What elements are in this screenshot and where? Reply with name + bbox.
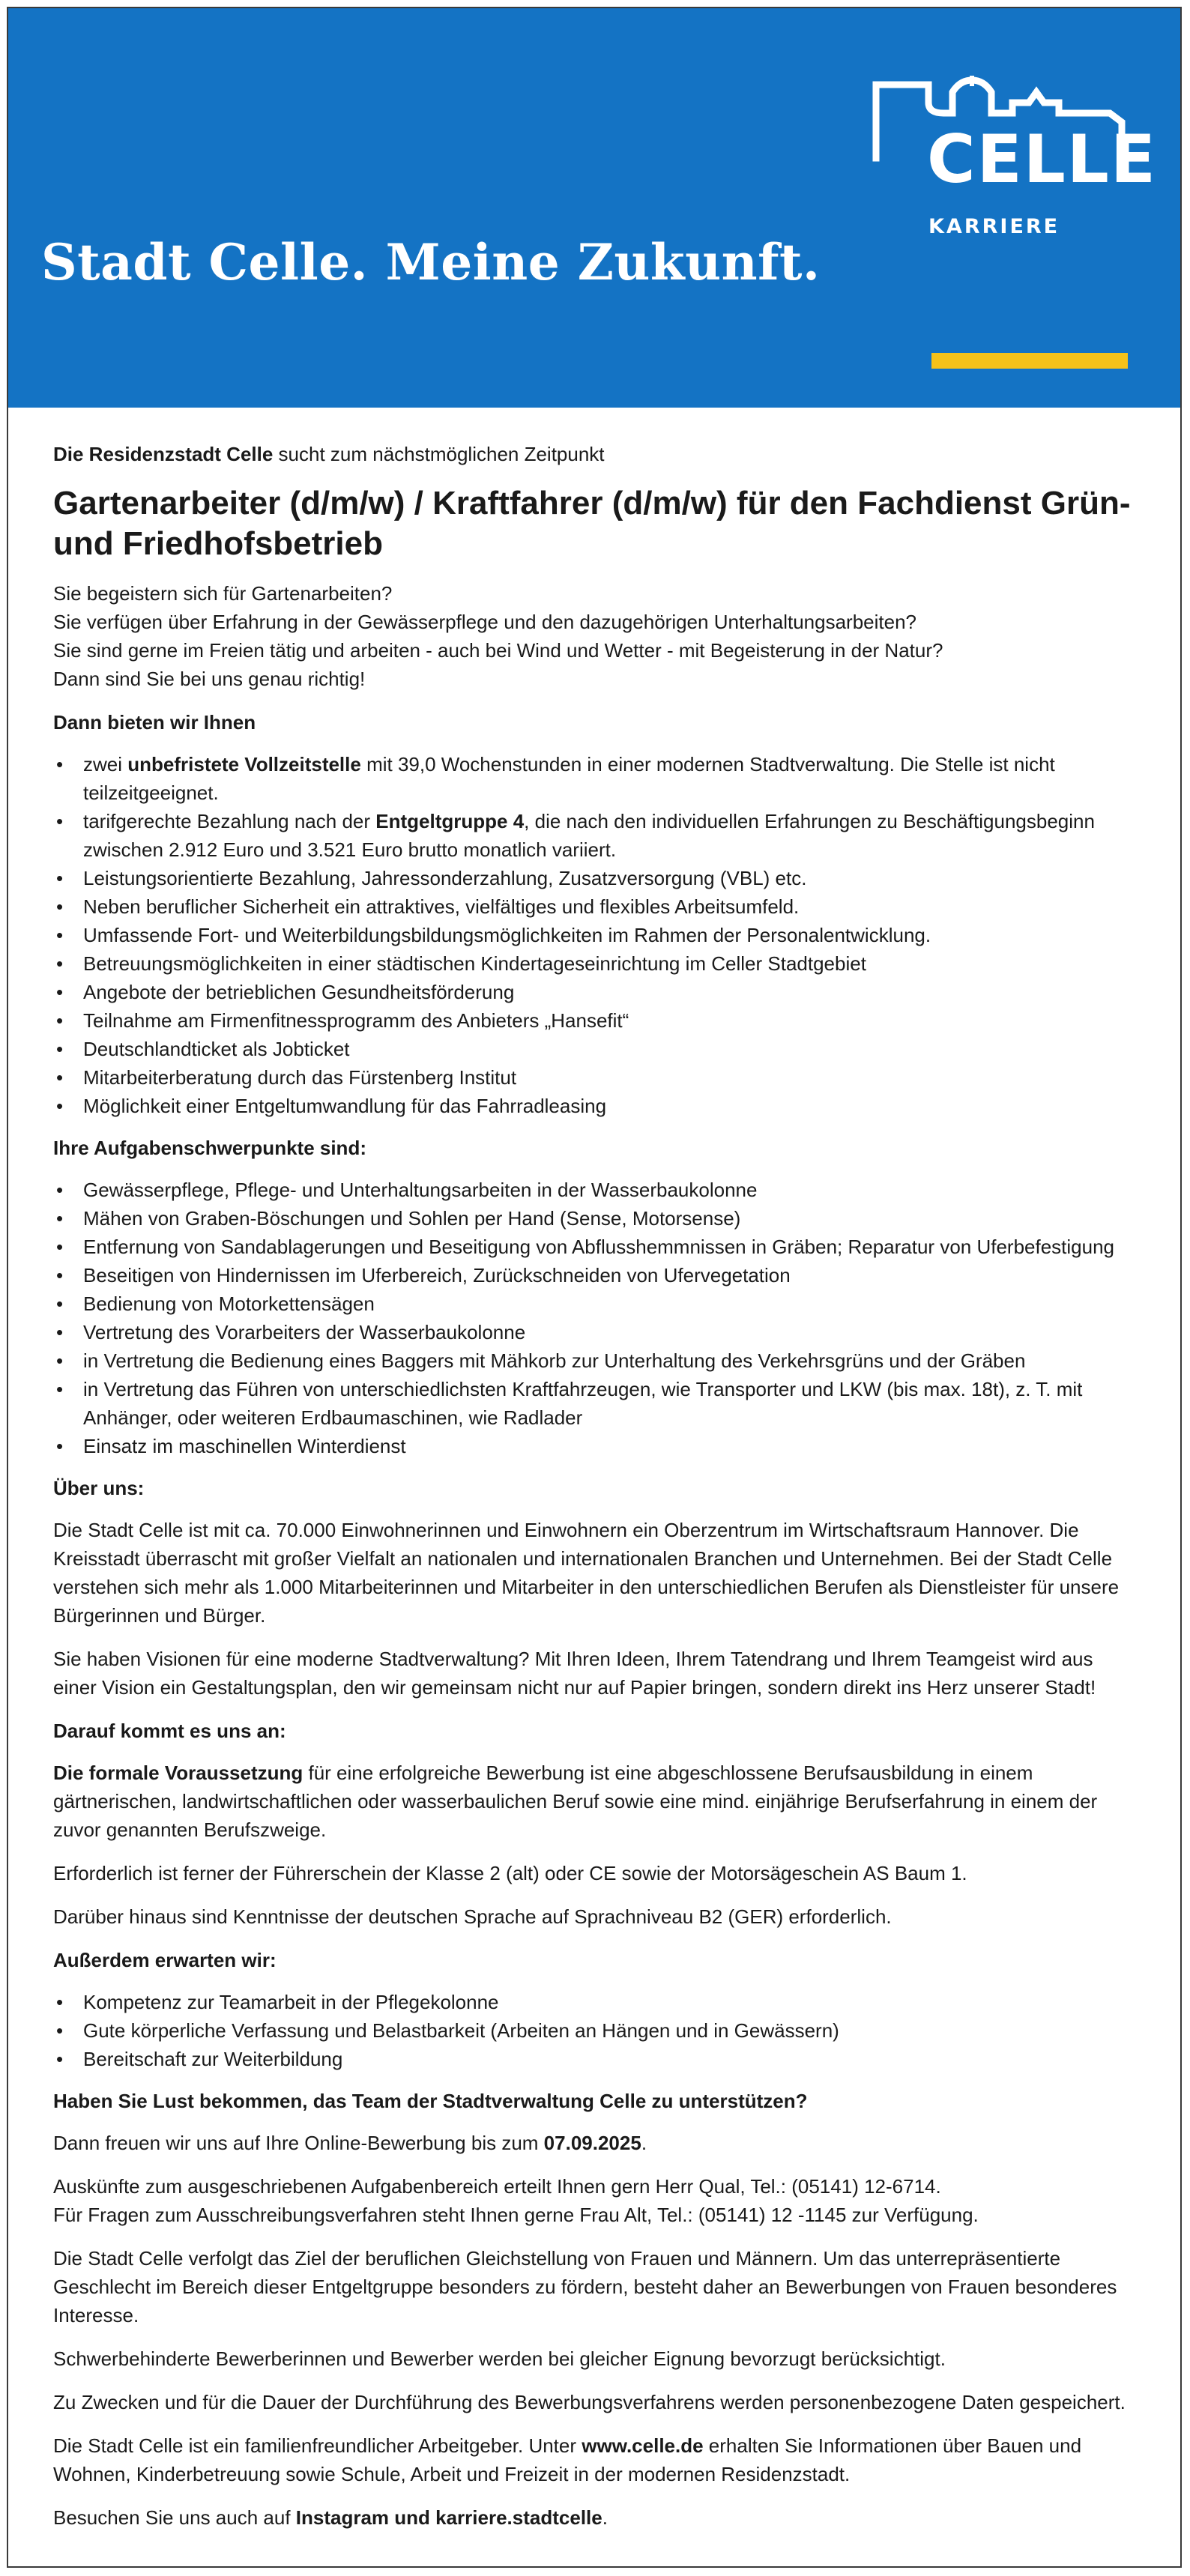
intro-question: Dann sind Sie bei uns genau richtig!	[53, 668, 366, 690]
list-item: • Mähen von Graben-Böschungen und Sohlen per Hand (Sense, Motorsense)	[53, 1204, 1140, 1233]
list-item: • Mitarbeiterberatung durch das Fürstenberg Institut	[53, 1063, 1140, 1092]
list-item-emphasis: unbefristete Vollzeitstelle	[127, 753, 361, 775]
expect-list	[53, 1988, 1140, 2073]
intro-question: Sie verfügen über Erfahrung in der Gewässerpflege und den dazugehörigen Unterhaltungsarbeiten?	[53, 611, 916, 633]
list-item: • Bereitschaft zur Weiterbildung	[53, 2045, 1140, 2073]
list-item: • Vertretung des Vorarbeiters der Wasserbaukolonne	[53, 1318, 1140, 1346]
logo-subtitle: KARRIERE	[928, 215, 1060, 238]
list-item: • Betreuungsmöglichkeiten in einer städtischen Kindertageseinrichtung im Celler Stadtgebiet	[53, 949, 1140, 978]
list-item: • Umfassende Fort- und Weiterbildungsbildungsmöglichkeiten im Rahmen der Personalentwicklung.	[53, 921, 1140, 949]
list-item: • Entfernung von Sandablagerungen und Beseitigung von Abflusshemmnissen in Gräben; Reparatur von Uferbefestigung	[53, 1233, 1140, 1261]
job-title: Gartenarbeiter (d/m/w) / Kraftfahrer (d/m/w) für den Fachdienst Grün- und Friedhofsbetrieb	[53, 485, 1131, 562]
list-item: • Kompetenz zur Teamarbeit in der Pflegekolonne	[53, 1988, 1140, 2016]
requirements-heading: Darauf kommt es uns an:	[53, 1720, 286, 1742]
requirements-paragraph	[53, 1759, 1140, 1844]
apply-text-end: .	[641, 2132, 647, 2154]
intro-line	[53, 440, 1140, 468]
family-text-end: erhalten Sie Informationen über Bauen und Wohnen, Kinderbetreuung sowie Schule, Arbeit und Freizeit in der modernen Residenzstadt.	[53, 2434, 1082, 2485]
tasks-list	[53, 1176, 1140, 1460]
job-advertisement	[7, 7, 1182, 2568]
disability-paragraph: Schwerbehinderte Bewerberinnen und Bewerber werden bei gleicher Eignung bevorzugt berücksichtigt.	[53, 2347, 946, 2370]
apply-text: Dann freuen wir uns auf Ihre Online-Bewerbung bis zum	[53, 2132, 544, 2154]
contact-paragraph	[53, 2172, 1140, 2229]
intro-line-rest: sucht zum nächstmöglichen Zeitpunkt	[273, 443, 605, 465]
list-item: • Einsatz im maschinellen Winterdienst	[53, 1432, 1140, 1460]
list-item-text: zwei	[83, 753, 128, 775]
family-text: Die Stadt Celle ist ein familienfreundlicher Arbeitgeber. Unter	[53, 2434, 582, 2457]
privacy-paragraph: Zu Zwecken und für die Dauer der Durchführung des Bewerbungsverfahrens werden personenbezogene Daten gespeichert.	[53, 2391, 1126, 2413]
social-text: Besuchen Sie uns auch auf	[53, 2506, 296, 2529]
logo-wordmark: CELLE	[927, 121, 1157, 198]
list-item	[53, 750, 1140, 807]
requirements-text: für eine erfolgreiche Bewerbung ist eine abgeschlossene Berufsausbildung in einem gärtnerischen, landwirtschaftlichen oder wasserbaulichen Beruf sowie eine mind. einjährige Berufserfahrung in einem der zuvor genannten Berufszweige.	[53, 1762, 1098, 1841]
intro-question: Sie begeistern sich für Gartenarbeiten?	[53, 582, 393, 605]
about-heading: Über uns:	[53, 1477, 145, 1499]
list-item-emphasis: Entgeltgruppe 4	[375, 810, 525, 832]
slogan: Stadt Celle. Meine Zukunft.	[41, 233, 821, 291]
list-item: • Neben beruflicher Sicherheit ein attraktives, vielfältiges und flexibles Arbeitsumfeld.	[53, 892, 1140, 921]
list-item: • Angebote der betrieblichen Gesundheitsförderung	[53, 978, 1140, 1006]
list-item: • in Vertretung das Führen von unterschiedlichsten Kraftfahrzeugen, wie Transporter und LKW (bis max. 18t), z. T. mit Anhänger, oder weiteren Erdbaumaschinen, wie Radlader	[53, 1375, 1140, 1432]
list-item: • Gewässerpflege, Pflege- und Unterhaltungsarbeiten in der Wasserbaukolonne	[53, 1176, 1140, 1204]
equality-paragraph: Die Stadt Celle verfolgt das Ziel der beruflichen Gleichstellung von Frauen und Männern. Um das unterrepräsentierte Geschlecht im Bereich dieser Entgeltgruppe besonders zu fördern, besteht daher an Bewerbungen von Frauen besonderes Interesse.	[53, 2247, 1117, 2326]
ad-body	[53, 440, 1140, 2547]
expect-heading: Außerdem erwarten wir:	[53, 1949, 277, 1971]
list-item: • Leistungsorientierte Bezahlung, Jahressonderzahlung, Zusatzversorgung (VBL) etc.	[53, 864, 1140, 892]
intro-question: Sie sind gerne im Freien tätig und arbeiten - auch bei Wind und Wetter - mit Begeisterung in der Natur?	[53, 639, 943, 662]
family-paragraph	[53, 2431, 1140, 2488]
list-item: • Möglichkeit einer Entgeltumwandlung für das Fahrradleasing	[53, 1092, 1140, 1120]
list-item: • Deutschlandticket als Jobticket	[53, 1035, 1140, 1063]
social-paragraph	[53, 2503, 1140, 2532]
offer-list	[53, 750, 1140, 1120]
list-item: • Bedienung von Motorkettensägen	[53, 1289, 1140, 1318]
list-item: • Beseitigen von Hindernissen im Uferbereich, Zurückschneiden von Ufervegetation	[53, 1261, 1140, 1289]
apply-paragraph	[53, 2129, 1140, 2157]
about-paragraph: Die Stadt Celle ist mit ca. 70.000 Einwohnerinnen und Einwohnern ein Oberzentrum im Wirtschaftsraum Hannover. Die Kreisstadt überrascht mit großer Vielfalt an nationalen und internationalen Branchen und Unternehmen. Bei der Stadt Celle verstehen sich mehr als 1.000 Mitarbeiterinnen und Mitarbeiter in den unterschiedlichen Berufen als Dienstleister für unsere Bürgerinnen und Bürger.	[53, 1519, 1120, 1627]
offer-heading: Dann bieten wir Ihnen	[53, 711, 256, 734]
apply-deadline: 07.09.2025	[543, 2132, 641, 2154]
social-text-end: .	[602, 2506, 608, 2529]
header-banner	[8, 8, 1180, 408]
website-link[interactable]: www.celle.de	[582, 2434, 704, 2457]
requirements-paragraph: Erforderlich ist ferner der Führerschein der Klasse 2 (alt) oder CE sowie der Motorsägeschein AS Baum 1.	[53, 1862, 967, 1884]
list-item	[53, 807, 1140, 864]
list-item: • Gute körperliche Verfassung und Belastbarkeit (Arbeiten an Hängen und in Gewässern)	[53, 2016, 1140, 2045]
employer-name: Die Residenzstadt Celle	[53, 443, 274, 465]
list-item-text: tarifgerechte Bezahlung nach der	[83, 810, 376, 832]
list-item: • Teilnahme am Firmenfitnessprogramm des Anbieters „Hansefit“	[53, 1006, 1140, 1035]
intro-questions	[53, 579, 1140, 693]
contact-line: Auskünfte zum ausgeschriebenen Aufgabenbereich erteilt Ihnen gern Herr Qual, Tel.: (05141) 12-6714.	[53, 2175, 941, 2198]
accent-bar	[931, 353, 1128, 369]
social-handles: Instagram und karriere.stadtcelle	[295, 2506, 602, 2529]
about-paragraph: Sie haben Visionen für eine moderne Stadtverwaltung? Mit Ihren Ideen, Ihrem Tatendrang und Ihrem Teamgeist wird aus einer Vision ein Gestaltungsplan, den wir gemeinsam nicht nur auf Papier bringen, sondern direkt ins Herz unserer Stadt!	[53, 1648, 1096, 1699]
list-item-text: mit 39,0 Wochenstunden in einer modernen Stadtverwaltung. Die Stelle ist nicht teilzeitgeeignet.	[83, 753, 1055, 804]
list-item: • in Vertretung die Bedienung eines Baggers mit Mähkorb zur Unterhaltung des Verkehrsgrüns und der Gräben	[53, 1346, 1140, 1375]
list-item-text: , die nach den individuellen Erfahrungen zu Beschäftigungsbeginn zwischen 2.912 Euro und 3.521 Euro brutto monatlich variiert.	[83, 810, 1095, 861]
contact-line: Für Fragen zum Ausschreibungsverfahren steht Ihnen gerne Frau Alt, Tel.: (05141) 12 -1145 zur Verfügung.	[53, 2204, 979, 2226]
requirements-emphasis: Die formale Voraussetzung	[53, 1762, 303, 1784]
requirements-paragraph: Darüber hinaus sind Kenntnisse der deutschen Sprache auf Sprachniveau B2 (GER) erforderlich.	[53, 1905, 892, 1928]
tasks-heading: Ihre Aufgabenschwerpunkte sind:	[53, 1137, 366, 1159]
closing-heading: Haben Sie Lust bekommen, das Team der Stadtverwaltung Celle zu unterstützen?	[53, 2090, 808, 2112]
